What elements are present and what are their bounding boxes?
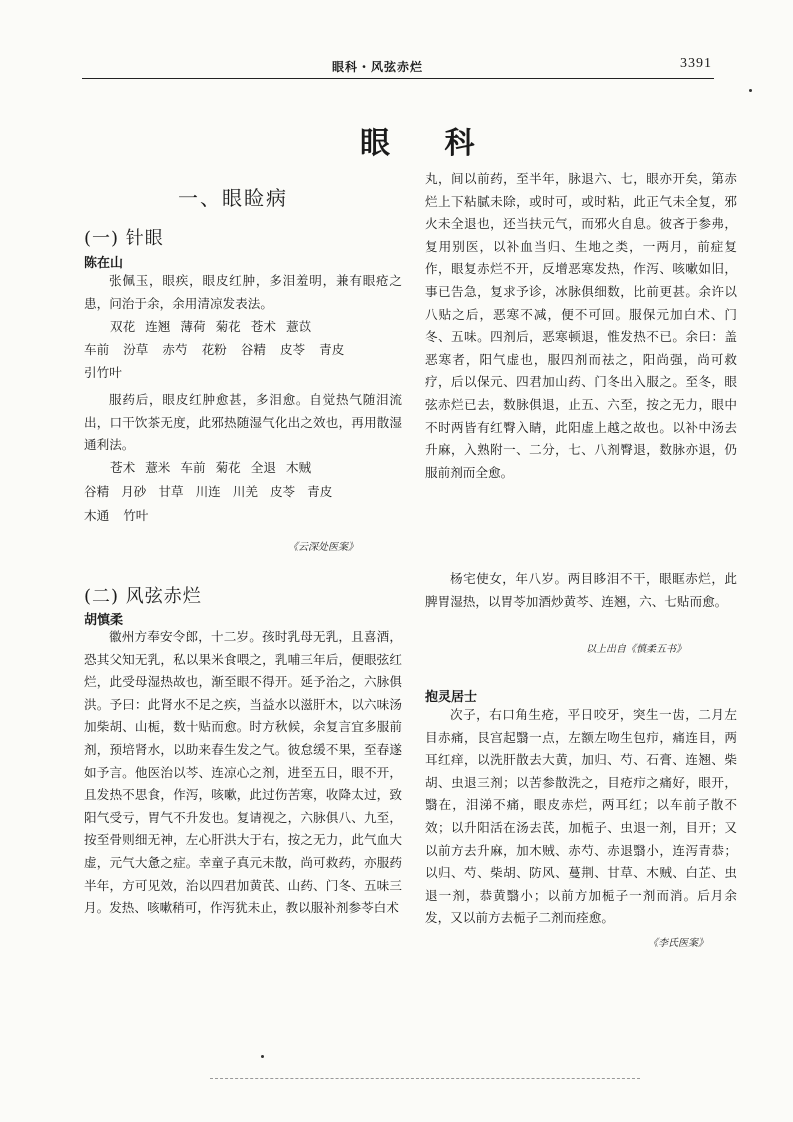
paragraph-3: 徽州方奉安令郎，十二岁。孩时乳母无乳，且喜酒，恐其父知无乳，私以果米食喂之，乳哺三年后，便眼弦红烂，此受母湿热故也，渐至眼不得开。延予治之，六脉俱洪。予曰：此肾水不足之疾，当益水以滋肝木，以六味汤加柴胡、山栀，数十贴而愈。时方秋候，余复言宜多服前剂，预培肾水，以助来春生发之气。彼怠缓不果，至春遂如予言。他医治以芩、连凉心之剂，进至五日，眼不开，且发热不思食，作泻，咳嗽，此过伤苦寒，收降太过，致阳气受亏，胃气不升发也。复请视之，六脉俱八、九至，按至骨则细无神，左心肝洪大于右，按之无力，此气血大虚，元气大惫之症。幸童子真元未散，尚可救药，亦服药半年，方可见效，治以四君加黄芪、山药、门冬、五味三月。发热、咳嗽稍可，作泻犹未止，教以服补剂参苓白术	[84, 629, 402, 916]
herb-list-2: 车前 汾草 赤芍 花粉 谷精 皮苓 青皮	[84, 342, 345, 357]
author-3: 抱灵居士	[425, 690, 478, 705]
herb-list-6: 木通 竹叶	[84, 508, 149, 523]
herb-list-5: 谷精 月砂 甘草 川连 川羌 皮苓 青皮	[84, 484, 333, 499]
running-title: 眼科・风弦赤烂	[332, 60, 424, 74]
page-title: 眼 科	[360, 126, 497, 161]
author-1: 陈在山	[84, 256, 124, 271]
source-citation-1: 《云深处医案》	[288, 542, 358, 553]
paragraph-5: 杨宅使女，年八岁。两目眵泪不干，眼眶赤烂，此脾胃湿热，以胃苓加酒炒黄芩、连翘，六、七贴而愈。	[425, 571, 737, 609]
herb-list-4: 苍术 薏米 车前 菊花 全退 木贼	[110, 460, 312, 475]
scan-speck	[749, 89, 752, 92]
paragraph-1: 张佩玉，眼疾，眼皮红肿，多泪羞明，兼有眼疮之患，问治于余，余用清凉发表法。	[84, 273, 402, 311]
source-citation-2: 以上出自《慎柔五书》	[586, 644, 686, 655]
header-rule	[82, 78, 714, 79]
chapter-title: 一、眼睑病	[178, 186, 288, 210]
scan-speck	[261, 1055, 264, 1058]
section-title-1: (一) 针眼	[84, 228, 164, 249]
page-header	[82, 56, 712, 76]
source-citation-3: 《李氏医案》	[648, 938, 708, 949]
paragraph-2: 服药后，眼皮红肿愈甚，多泪愈。自觉热气随泪流出，口干饮茶无度，此邪热随湿气化出之效也，再用散湿通利法。	[84, 392, 402, 453]
herb-list-3: 引竹叶	[84, 365, 122, 380]
author-2: 胡慎柔	[84, 613, 124, 628]
section-title-2: (二) 风弦赤烂	[84, 586, 202, 607]
scan-artifact-line	[210, 1078, 640, 1079]
paragraph-4: 丸，间以前药，至半年，脉退六、七，眼亦开矣，第赤烂上下粘腻未除，或时可，或时粘，此正气未全复，邪火未全退也，还当扶元气，而邪火自息。彼吝于参弗，复用别医，以补血当归、生地之类，一两月，前症复作，眼复赤烂不开，反增恶寒发热，作泻、咳嗽如旧，事已告急，复求予诊，冰脉俱细数，比前更甚。余许以八贴之后，恶寒不减，便不可回。服保元加白术、门冬、五味。四剂后，恶寒顿退，惟发热不已。余曰：盖恶寒者，阳气虚也，服四剂而祛之，阳尚强，尚可救疗，后以保元、四君加山药、门冬出入服之。至冬，眼弦赤烂已去，数脉俱退，止五、六至，按之无力，眼中不时两皆有红臀入睛，此阳虚上越之故也。以补中汤去升麻，入熟附一、二分，七、八剂臀退，数脉亦退，仍服前剂而全愈。	[425, 171, 737, 480]
page-number: 3391	[680, 56, 712, 71]
herb-list-1: 双花 连翘 薄荷 菊花 苍术 薏苡	[110, 319, 312, 334]
paragraph-6: 次子，右口角生疮，平日咬牙，突生一齿，二月左目赤痛，艮宫起翳一点，左额左吻生包疖，痛连目，两耳红痒，以洗肝散去大黄，加归、芍、石膏、连翘、柴胡、虫退三剂；以苦参散洗之，目疮疖之痛好，眼开，翳在，泪涕不痛，眼皮赤烂，两耳红；以车前子散不效；以升阳活在汤去芪，加栀子、虫退一剂，目开；又以前方去升麻，加木贼、赤芍、赤退翳小，连泻青恭；以归、芍、柴胡、防风、蔓荆、甘草、木贼、白芷、虫退一剂，恭黄翳小；以前方加栀子一剂而消。后月余发，又以前方去栀子二剂而痊愈。	[425, 707, 737, 926]
